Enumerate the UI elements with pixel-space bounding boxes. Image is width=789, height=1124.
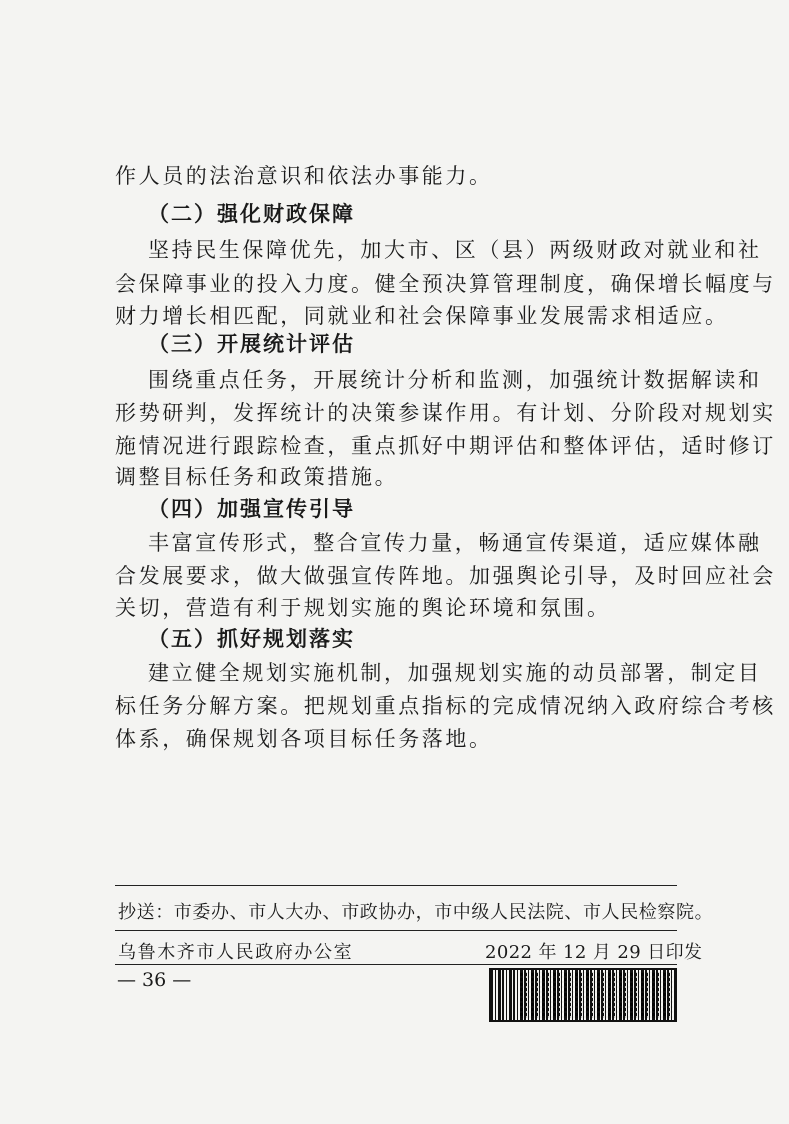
paragraph-line: 坚持民生保障优先，加大市、区（县）两级财政对就业和社 xyxy=(148,238,762,262)
section-heading-5: （五）抓好规划落实 xyxy=(148,627,355,651)
paragraph-line: 调整目标任务和政策措施。 xyxy=(115,465,399,489)
footer-divider-middle xyxy=(115,930,677,931)
paragraph-line: 财力增长相匹配，同就业和社会保障事业发展需求相适应。 xyxy=(115,304,729,328)
paragraph-line: 体系，确保规划各项目标任务落地。 xyxy=(115,727,493,751)
barcode-pattern xyxy=(520,972,673,1018)
paragraph-line: 作人员的法治意识和依法办事能力。 xyxy=(115,164,493,188)
footer-divider-bottom xyxy=(115,964,677,965)
section-heading-2: （二）强化财政保障 xyxy=(148,202,355,226)
print-date: 2022 年 12 月 29 日印发 xyxy=(485,942,703,963)
footer-divider-top xyxy=(115,885,677,886)
section-heading-3: （三）开展统计评估 xyxy=(148,332,355,356)
page-number: — 36 — xyxy=(117,969,192,991)
paragraph-line: 关切，营造有利于规划实施的舆论环境和氛围。 xyxy=(115,596,611,620)
paragraph-line: 合发展要求，做大做强宣传阵地。加强舆论引导，及时回应社会 xyxy=(115,564,776,588)
paragraph-line: 丰富宣传形式，整合宣传力量，畅通宣传渠道，适应媒体融 xyxy=(148,531,762,555)
paragraph-line: 会保障事业的投入力度。健全预决算管理制度，确保增长幅度与 xyxy=(115,272,776,296)
section-heading-4: （四）加强宣传引导 xyxy=(148,497,355,521)
issuing-office: 乌鲁木齐市人民政府办公室 xyxy=(118,942,354,963)
paragraph-line: 围绕重点任务，开展统计分析和监测，加强统计数据解读和 xyxy=(148,368,762,392)
paragraph-line: 建立健全规划实施机制，加强规划实施的动员部署，制定目 xyxy=(148,661,762,685)
paragraph-line: 标任务分解方案。把规划重点指标的完成情况纳入政府综合考核 xyxy=(115,694,776,718)
paragraph-line: 形势研判，发挥统计的决策参谋作用。有计划、分阶段对规划实 xyxy=(115,401,776,425)
cc-recipients: 抄送：市委办、市人大办、市政协办，市中级人民法院、市人民检察院。 xyxy=(118,902,714,923)
paragraph-line: 施情况进行跟踪检查，重点抓好中期评估和整体评估，适时修订 xyxy=(115,434,776,458)
